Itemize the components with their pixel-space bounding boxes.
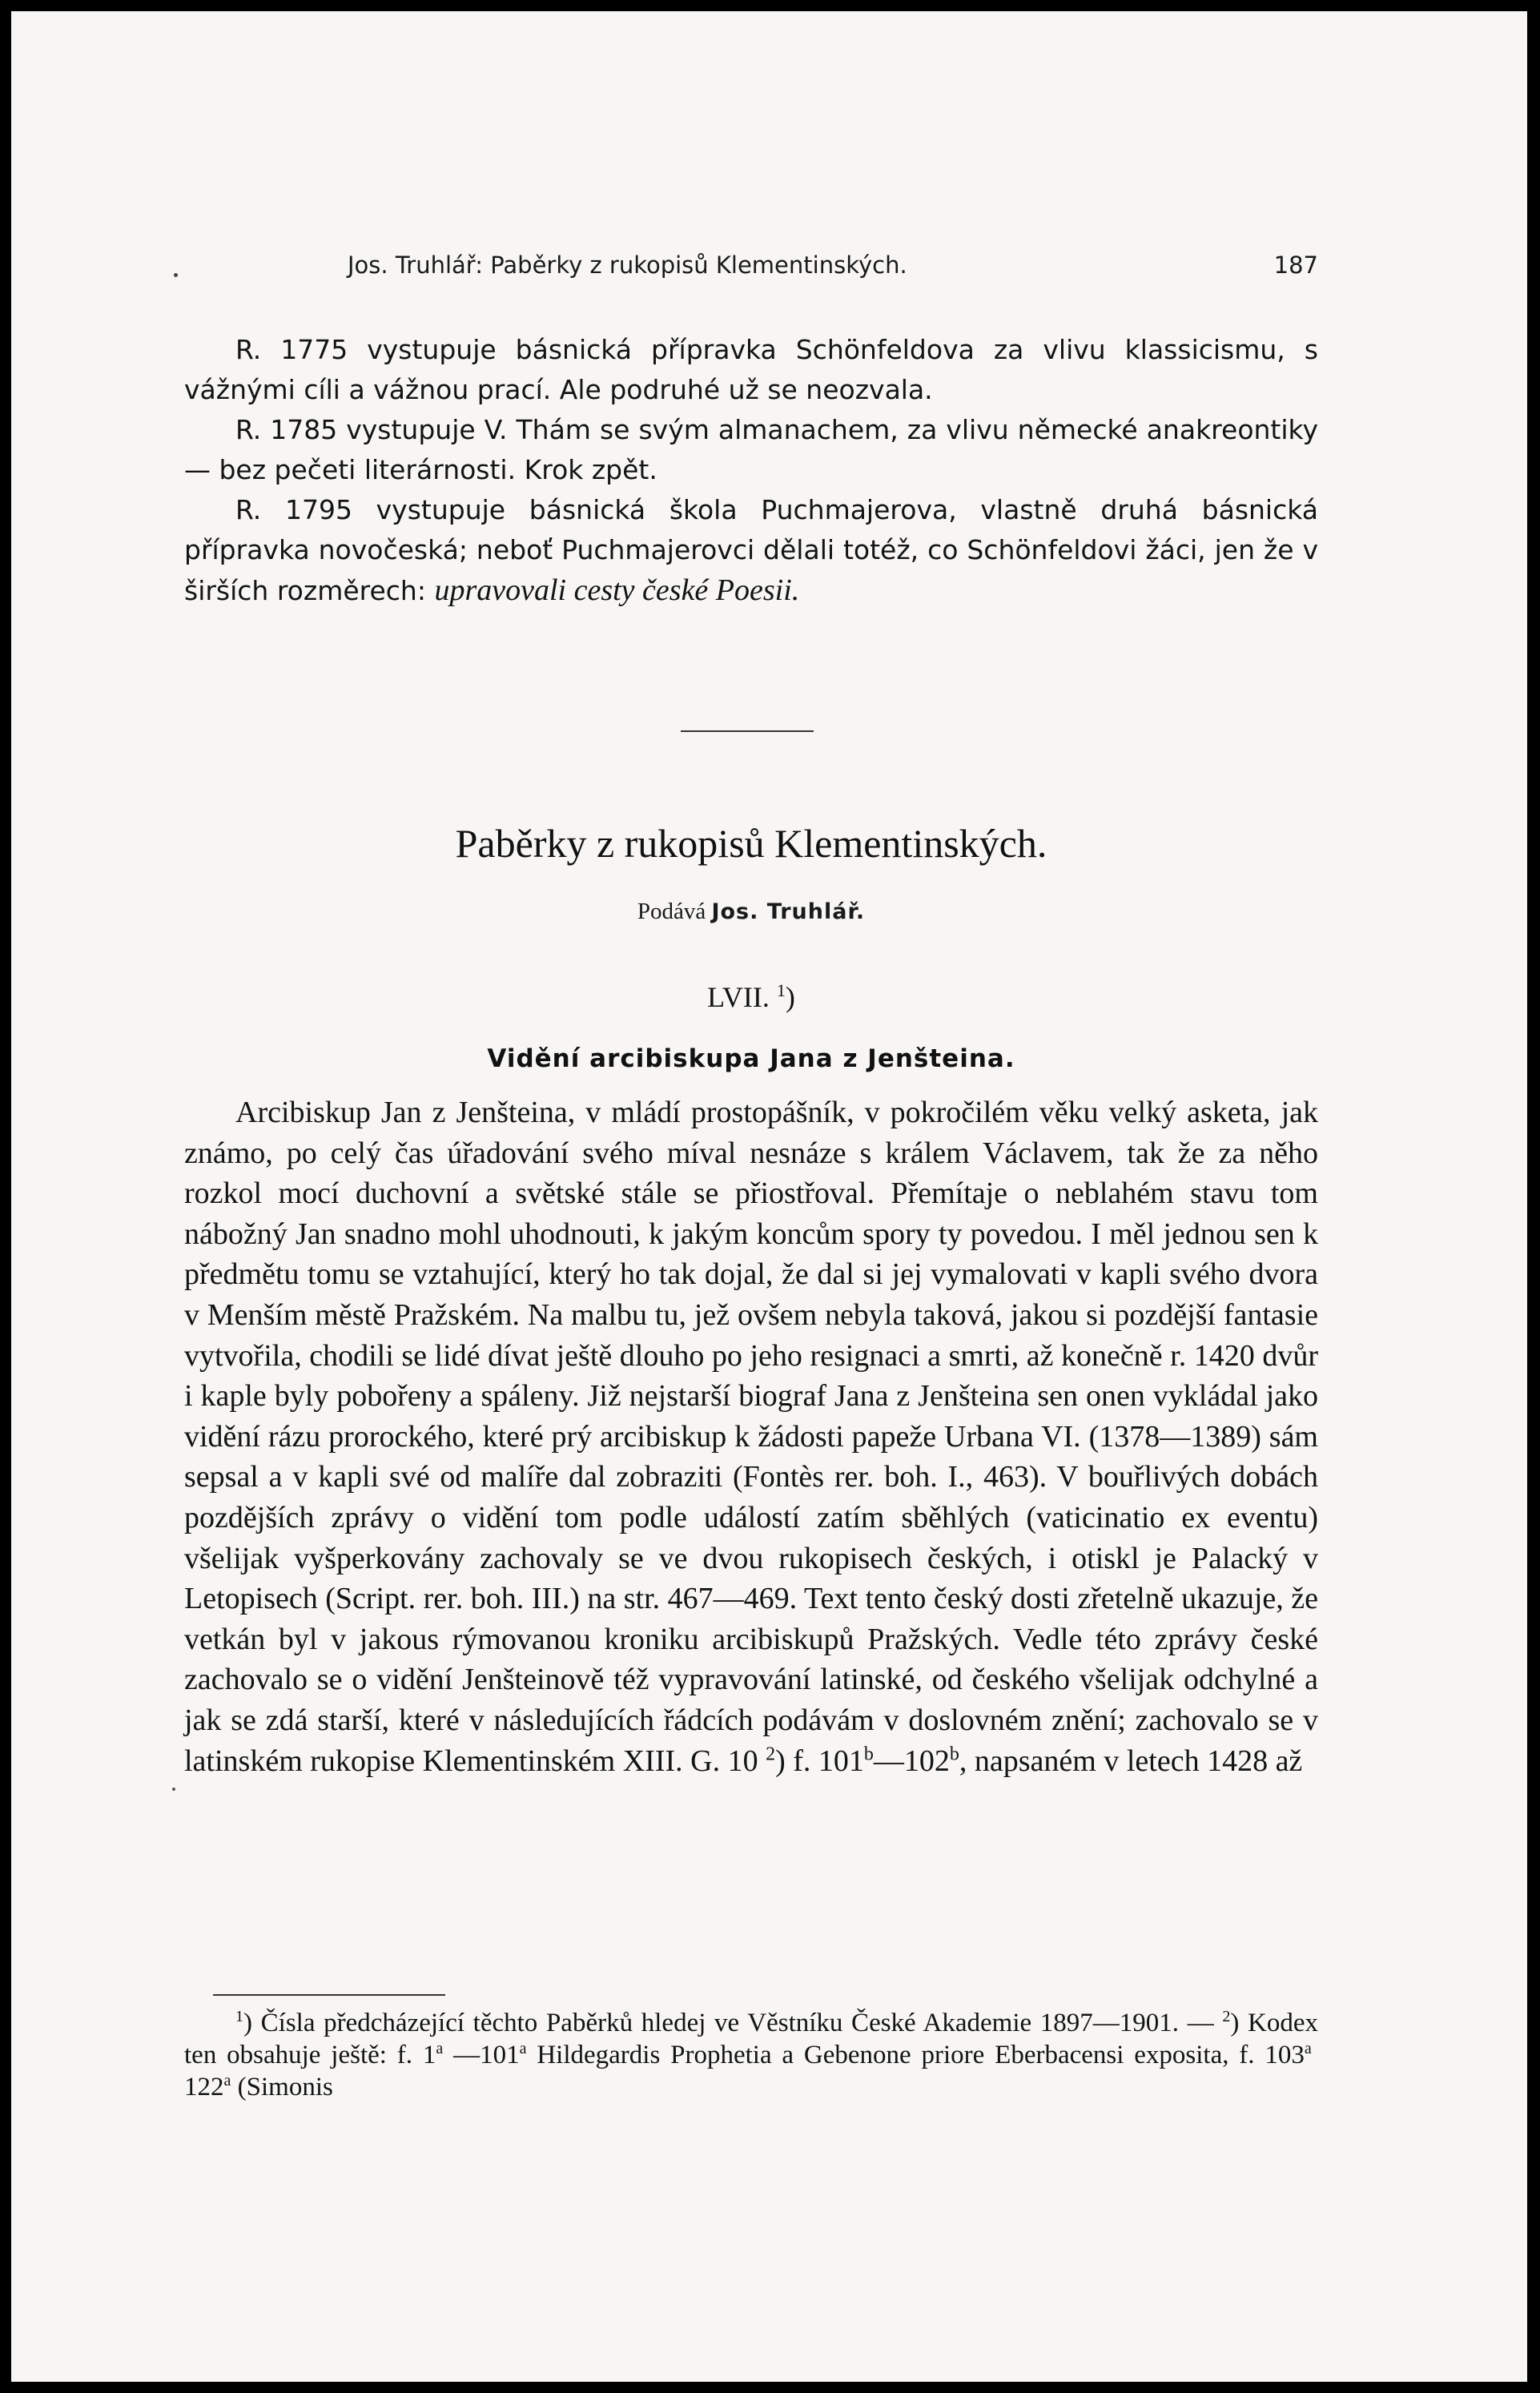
body-paragraph [184,1092,1318,1781]
intro-italic-phrase: upravovali cesty české Poesii. [434,573,800,607]
footnote-ref: 2 [766,1743,776,1764]
page-number: 187 [1273,251,1318,279]
running-head-title: Jos. Truhlář: Paběrky z rukopisů Klementinských. [348,251,907,279]
body-paragraph-text: Arcibiskup Jan z Jenšteina, v mládí prostopášník, v pokročilém věku velký asketa, jak známo, po celý čas úřadování svého míval nesnáze s králem Václavem, tak že za něho rozkol mocí duchovní a světské stále se přiostřoval. Přemítaje o neblahém stavu tom nábožný Jan snadno mohl uhodnouti, k jakým koncům spory ty povedou. I měl jednou sen k předmětu tomu se vztahující, který ho tak dojal, že dal si jej vymalovati v kapli svého dvora v Menším městě Pražském. Na malbu tu, jež ovšem nebyla taková, jakou si pozdější fantasie vytvořila, chodili se lidé dívat ještě dlouho po jeho resignaci a smrti, až konečně r. 1420 dvůr i kaple byly pobořeny a spáleny. Již nejstarší biograf Jana z Jenšteina sen onen vykládal jako vidění rázu prorockého, které prý arcibiskup k žádosti papeže Urbana VI. (1378—1389) sám sepsal a v kapli své od malíře dal zobraziti (Fontès rer. boh. I., 463). V bouřlivých dobách pozdějších zprávy o vidění tom podle událostí zatím sběhlých (vaticinatio ex eventu) všelijak vyšperkovány zachovaly se ve dvou rukopisech českých, i otiskl je Palacký v Letopisech (Script. rer. boh. III.) na str. 467—469. Text tento český dosti zřetelně ukazuje, že vetkán byl v jakous rýmovanou kroniku arcibiskupů Pražských. Vedle této zprávy české zachovalo se o vidění Jenšteinově též vypravování latinské, od českého všelijak odchylné a jak se zdá starší, které v následujících řádcích podávám v doslovném znění; zachovalo se v latinském rukopise Klementinském XIII. G. 10 [184,1096,1318,1778]
footnotes [184,2007,1318,2103]
article-title: Paběrky z rukopisů Klementinských. [455,821,1047,866]
section-numeral: LVII. $^1$) [707,980,795,1013]
footnote-text: ) Čísla předcházející těchto Paběrků hledej ve Věstníku České Akademie 1897—1901. — [243,2009,1214,2037]
footnote-text: ) Kodex ten obsahuje ještě: f. 1 [184,2009,1318,2069]
folio-ref: ) f. 101 [775,1743,864,1778]
byline-author: Jos. Truhlář. [711,899,866,924]
folio-side: b [863,1743,874,1764]
footnote-mark: 2 [1222,2008,1231,2025]
footnote-text: —101 [453,2041,520,2069]
folio-side: a [519,2040,527,2057]
intro-paragraph [184,490,1318,611]
scan-speck [174,273,178,277]
intro-paragraph: R. 1785 vystupuje V. Thám se svým almanachem, za vlivu německé anakreontiky — bez pečeti literárnosti. Krok zpět. [184,414,1318,485]
intro-paragraph: R. 1775 vystupuje básnická přípravka Schönfeldova za vlivu klassicismu, s vážnými cíli a vážnou prací. Ale podruhé už se neozvala. [184,334,1318,405]
intro-paragraph-text: R. 1795 vystupuje básnická škola Puchmajerova, vlastně druhá básnická přípravka novočeská; neboť Puchmajerovci dělali totéž, co Schönfeldovi žáci, jen že v širších rozměrech: [184,494,1318,606]
footnote-paragraph [184,2007,1318,2103]
byline [184,899,1318,925]
body-text [184,1092,1318,1781]
folio-side: a [1304,2040,1312,2057]
footnote-text: 122 [184,2073,224,2101]
running-head [348,251,1318,287]
footnote-ref: 1 [776,980,786,1000]
book-page [11,11,1527,2382]
byline-prefix: Podává [637,899,706,924]
scan-speck [172,1788,175,1791]
section-divider [681,730,814,732]
folio-side: a [223,2072,231,2089]
section-subtitle: Vidění arcibiskupa Jana z Jenšteina. [487,1044,1015,1073]
folio-side: b [949,1743,959,1764]
intro-section [184,330,1318,611]
footnote-text: Hildegardis Prophetia a Gebenone priore Eberbacensi exposita, f. 103 [537,2041,1305,2069]
body-paragraph-end: , napsaném v letech 1428 až [959,1743,1303,1778]
folio-ref: —102 [873,1743,950,1778]
footnote-mark: 1 [235,2008,243,2025]
footnote-text: (Simonis [237,2073,333,2101]
footnote-divider [213,1994,445,1996]
folio-side: a [436,2040,444,2057]
numeral-text: LVII. [707,981,770,1013]
